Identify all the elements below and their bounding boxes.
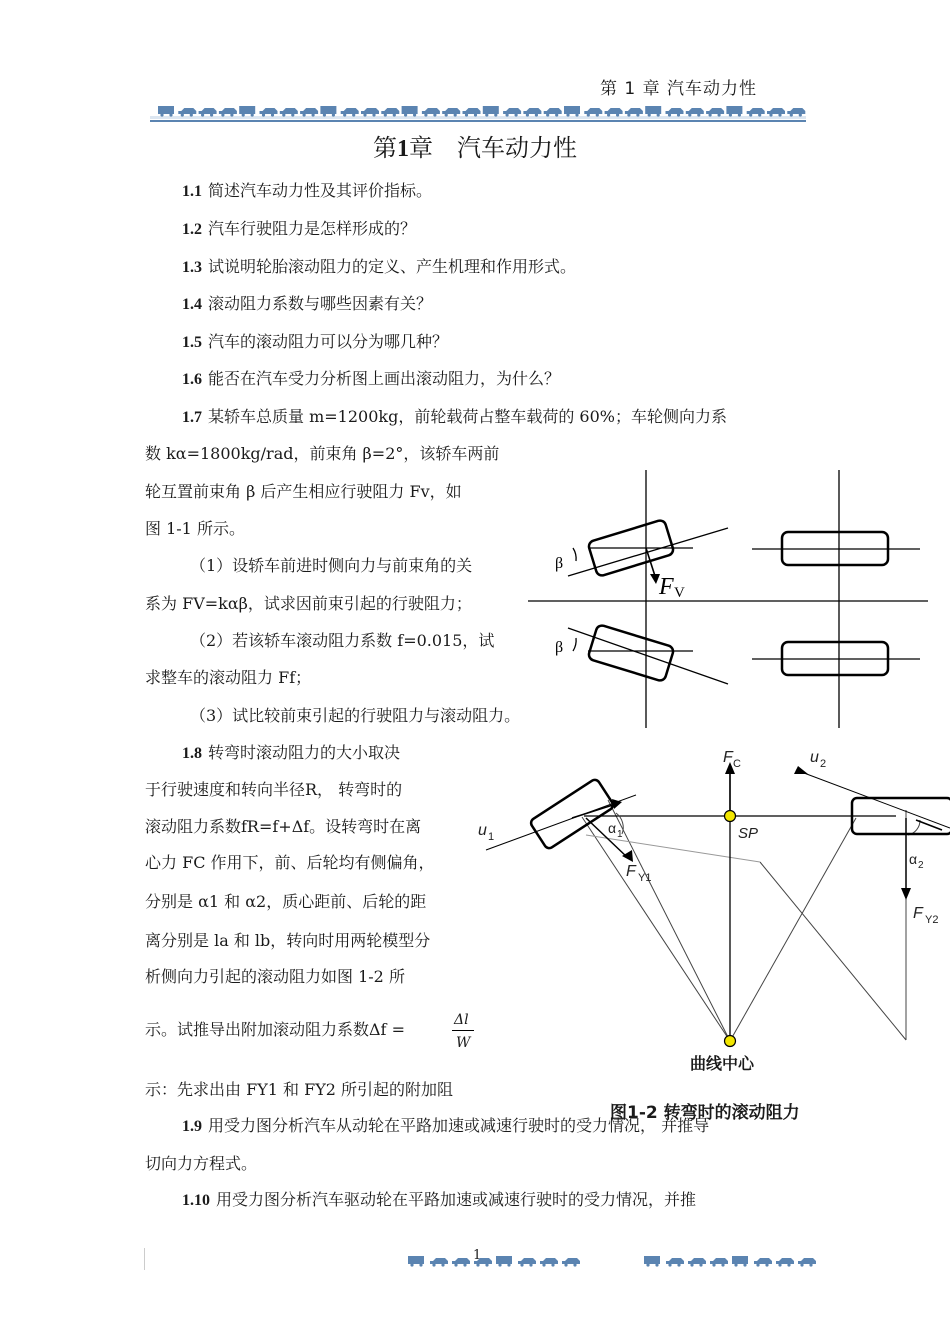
svg-text:F: F [626,863,636,880]
fig1-beta-bottom: β [555,639,564,656]
svg-text:u: u [810,749,819,766]
sp-marker [725,811,736,822]
q18-frac-numerator: Δl [454,1012,469,1028]
question-1-3: 1.3 试说明轮胎滚动阻力的定义、产生机理和作用形式。 [182,257,577,276]
page-number: 1 [473,1248,482,1263]
decorative-car-band [150,102,806,124]
svg-text:Y1: Y1 [638,872,652,884]
question-1-9: 1.9 用受力图分析汽车从动轮在平路加速或减速行驶时的受力情况， 并推导 [182,1116,710,1135]
figure-1-1 [528,470,950,728]
q17-line-8: 求整车的滚动阻力 Ff； [145,668,312,687]
q18-line-9: 示：先求出由 FY1 和 FY2 所引起的附加阻 [145,1080,454,1099]
fig1-force-label: F [659,574,674,600]
question-1-5: 1.5 汽车的滚动阻力可以分为哪几种？ [182,332,449,351]
q18-line-4: 心力 FC 作用下，前、后轮均有侧偏角， [145,853,435,872]
footer-car-band-right [636,1254,824,1268]
svg-text:1: 1 [488,831,495,843]
q18-frac-denominator: W [456,1035,471,1051]
question-1-2: 1.2 汽车行驶阻力是怎样形成的？ [182,219,417,238]
q18-line-2: 于行驶速度和转向半径R， 转弯时的 [145,780,403,799]
question-1-10: 1.10 用受力图分析汽车驱动轮在平路加速或减速行驶时的受力情况，并推 [182,1190,697,1209]
question-1-7: 1.7 某轿车总质量 m=1200kg，前轮载荷占整车载荷的 60%；车轮侧向力系 [182,407,727,426]
curve-center-marker [725,1036,736,1047]
svg-text:C: C [733,758,741,770]
q17-line-3: 轮互置前束角 β 后产生相应行驶阻力 Fv，如 [145,482,462,501]
question-1-1: 1.1 简述汽车动力性及其评价指标。 [182,181,433,200]
svg-text:SP: SP [738,825,759,842]
q18-line-7: 析侧向力引起的滚动阻力如图 1-2 所 [145,967,405,986]
fig1-beta-top: β [555,555,564,572]
svg-text:u: u [478,822,487,839]
fig1-force-sub: V [674,585,685,601]
q18-line-5: 分别是 α1 和 α2，质心距前、后轮的距 [145,892,427,911]
q18-line-3: 滚动阻力系数fR=f+Δf。设转弯时在离 [145,817,422,836]
svg-text:α: α [608,820,617,836]
question-1-4: 1.4 滚动阻力系数与哪些因素有关？ [182,294,433,313]
svg-text:2: 2 [918,860,924,871]
figure-1-2-caption: 图1-2 转弯时的滚动阻力 [610,1103,800,1123]
footer-car-band-left [400,1254,580,1268]
q17-subq-1: （1）设轿车前进时侧向力与前束角的关 [190,556,473,575]
svg-text:α: α [909,851,918,867]
svg-text:F: F [723,749,733,766]
footer-rule [144,1248,145,1270]
question-1-6: 1.6 能否在汽车受力分析图上画出滚动阻力，为什么？ [182,369,561,388]
chapter-title: 第1章 汽车动力性 [373,134,577,162]
svg-text:F: F [913,905,923,922]
running-header: 第 1 章 汽车动力性 [600,79,758,99]
svg-text:Y2: Y2 [925,914,939,926]
figure-1-2 [476,740,950,1070]
q17-subq-3: （3）试比较前束引起的行驶阻力与滚动阻力。 [190,706,521,725]
q18-frac-bar [452,1030,474,1031]
q17-line-6: 系为 FV=kαβ，试求因前束引起的行驶阻力； [145,594,472,613]
q19-line-2: 切向力方程式。 [145,1154,258,1173]
question-1-8: 1.8 转弯时滚动阻力的大小取决 [182,743,401,762]
q17-line-4: 图 1-1 所示。 [145,519,245,538]
q17-subq-2: （2）若该轿车滚动阻力系数 f=0.015，试 [190,631,495,650]
curve-center-label: 曲线中心 [690,1054,755,1073]
q18-line-6: 离分别是 la 和 lb，转向时用两轮模型分 [145,931,431,950]
svg-text:1: 1 [617,829,623,840]
q18-line-8: 示。试推导出附加滚动阻力系数Δf = [145,1020,405,1039]
svg-text:2: 2 [820,758,827,770]
q17-line-2: 数 kα=1800kg/rad，前束角 β=2°，该轿车两前 [145,444,500,463]
